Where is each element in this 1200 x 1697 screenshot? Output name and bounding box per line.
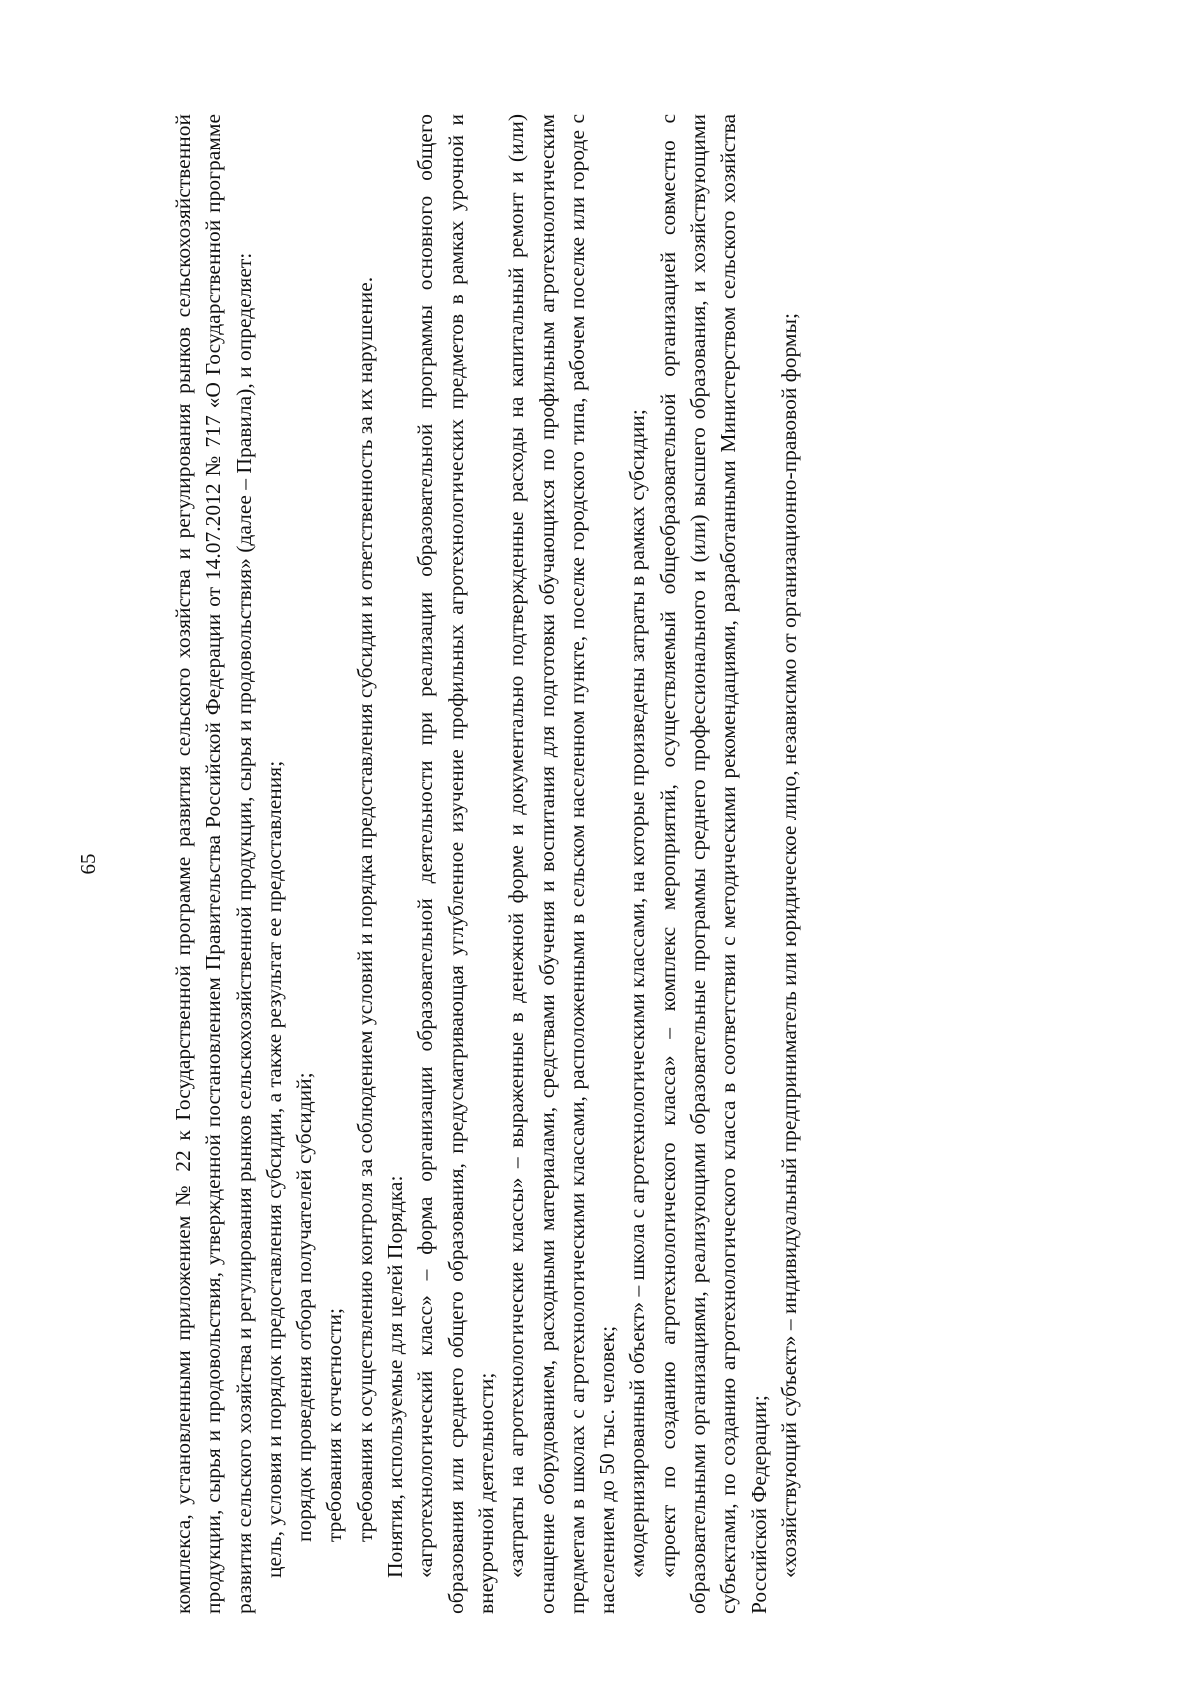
- paragraph-intro: комплекса, установленными приложением № 22 к Государственной программе развития сельского хозяйства и регулирования рынков сельскохозяйственной продукции, сырья и продовольствия, утвержденной постановлением Правительства Российской Федерации от 14.07.2012 № 717 «О Государственной программе развития сельского хозяйства и регулирования рынков сельскохозяйственной продукции, сырья и продовольствия» (далее – Правила), и определяет:: [171, 114, 256, 1614]
- paragraph-definition: «проект по созданию агротехнологического класса» – комплекс мероприятий, осуществляемый общеобразовательной организацией совместно с образовательными организациями, реализующими образовательные программы среднего профессионального и (или) высшего образования, и хозяйствующими субъектами, по созданию агротехнологического класса в соответствии с методическими рекомендациями, разработанными Министерством сельского хозяйства Российской Федерации;: [655, 114, 771, 1614]
- paragraph-list-item: порядок проведения отбора получателей субсидий;: [292, 1072, 317, 1542]
- paragraph-definition: «модернизированный объект» – школа с агротехнологическими классами, на которые произведены затраты в рамках субсидии;: [625, 409, 650, 1578]
- paragraph-list-item: требования к отчетности;: [322, 1308, 347, 1542]
- paragraph-list-item: цель, условия и порядок предоставления субсидии, а также результат ее предоставления;: [261, 760, 286, 1578]
- document-body: [168, 114, 804, 1614]
- rotated-content: [76, 114, 1048, 1614]
- paragraph-definition: «агротехнологический класс» – форма организации образовательной деятельности при реализации образовательной программы основного общего образования или среднего общего образования, предусматривающая углубленное изучение профильных агротехнологических предметов в рамках урочной и внеурочной деятельности;: [413, 114, 498, 1614]
- paragraph-list-item: требования к осуществлению контроля за соблюдением условий и порядка предоставления субсидии и ответственность за их нарушение.: [352, 276, 377, 1542]
- page-number: 65: [76, 853, 100, 875]
- paragraph-definition: «затраты на агротехнологические классы» – выраженные в денежной форме и документально подтвержденные расходы на капитальный ремонт и (или) оснащение оборудованием, расходными материалами, средствами обучения и воспитания для подготовки обучающихся по профильным агротехнологическим предметам в школах с агротехнологическими классами, расположенными в сельском населенном пункте, поселке городского типа, рабочем поселке или городе с населением до 50 тыс. человек;: [504, 114, 620, 1614]
- paragraph-definitions-heading: Понятия, используемые для целей Порядка:: [383, 1175, 408, 1578]
- paragraph-definition: «хозяйствующий субъект» – индивидуальный предприниматель или юридическое лицо, независимо от организационно-правовой формы;: [776, 313, 801, 1578]
